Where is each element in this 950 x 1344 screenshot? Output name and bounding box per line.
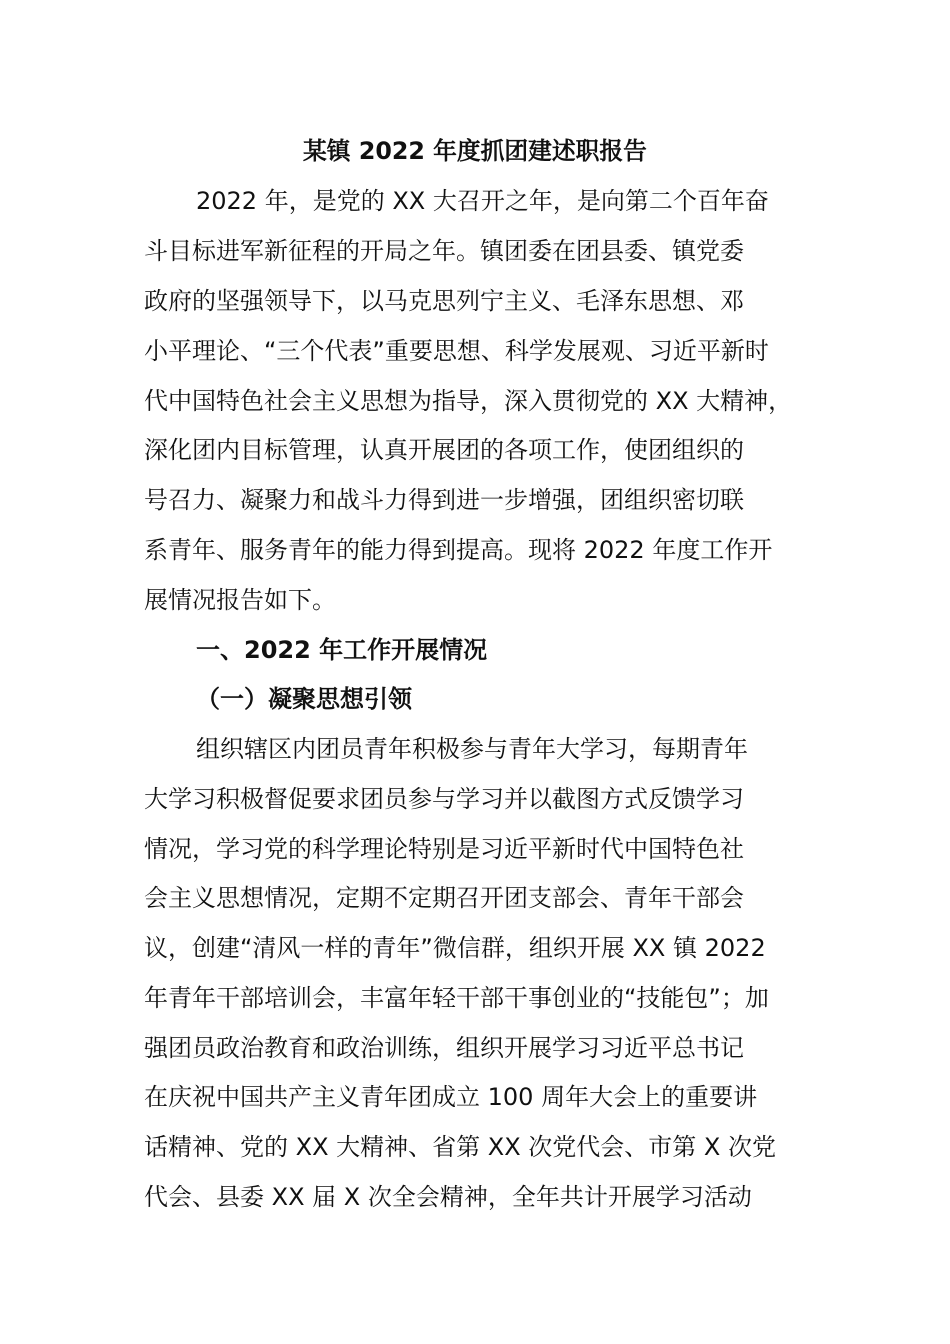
paragraph-line: 情况，学习党的科学理论特别是习近平新时代中国特色社: [144, 835, 744, 863]
paragraph-line: 政府的坚强领导下，以马克思列宁主义、毛泽东思想、邓: [144, 287, 744, 315]
paragraph-line: 号召力、凝聚力和战斗力得到进一步增强，团组织密切联: [144, 486, 744, 514]
paragraph-line: 代中国特色社会主义思想为指导，深入贯彻党的 XX 大精神，: [144, 387, 793, 415]
paragraph-line: 代会、县委 XX 届 X 次全会精神，全年共计开展学习活动: [144, 1183, 752, 1211]
paragraph-line: 系青年、服务青年的能力得到提高。现将 2022 年度工作开: [144, 536, 773, 564]
section-heading: 一、2022 年工作开展情况: [196, 636, 488, 664]
paragraph-line: 在庆祝中国共产主义青年团成立 100 周年大会上的重要讲: [144, 1083, 758, 1111]
paragraph-line: 强团员政治教育和政治训练，组织开展学习习近平总书记: [144, 1034, 744, 1062]
paragraph-line: 斗目标进军新征程的开局之年。镇团委在团县委、镇党委: [144, 237, 744, 265]
paragraph-line: 年青年干部培训会，丰富年轻干部干事创业的“技能包”；加: [144, 984, 769, 1012]
paragraph-line: 组织辖区内团员青年积极参与青年大学习，每期青年: [196, 735, 748, 763]
subsection-heading: （一）凝聚思想引领: [196, 685, 412, 713]
paragraph-line: 小平理论、“三个代表”重要思想、科学发展观、习近平新时: [144, 337, 769, 365]
paragraph-line: 会主义思想情况，定期不定期召开团支部会、青年干部会: [144, 884, 744, 912]
paragraph-line: 议，创建“清风一样的青年”微信群，组织开展 XX 镇 2022: [144, 934, 766, 962]
paragraph-line: 深化团内目标管理，认真开展团的各项工作，使团组织的: [144, 436, 744, 464]
paragraph-line: 展情况报告如下。: [144, 586, 336, 614]
paragraph-line: 2022 年，是党的 XX 大召开之年，是向第二个百年奋: [196, 187, 769, 215]
document-title: 某镇 2022 年度抓团建述职报告: [303, 137, 647, 165]
paragraph-line: 话精神、党的 XX 大精神、省第 XX 次党代会、市第 X 次党: [144, 1133, 776, 1161]
paragraph-line: 大学习积极督促要求团员参与学习并以截图方式反馈学习: [144, 785, 744, 813]
